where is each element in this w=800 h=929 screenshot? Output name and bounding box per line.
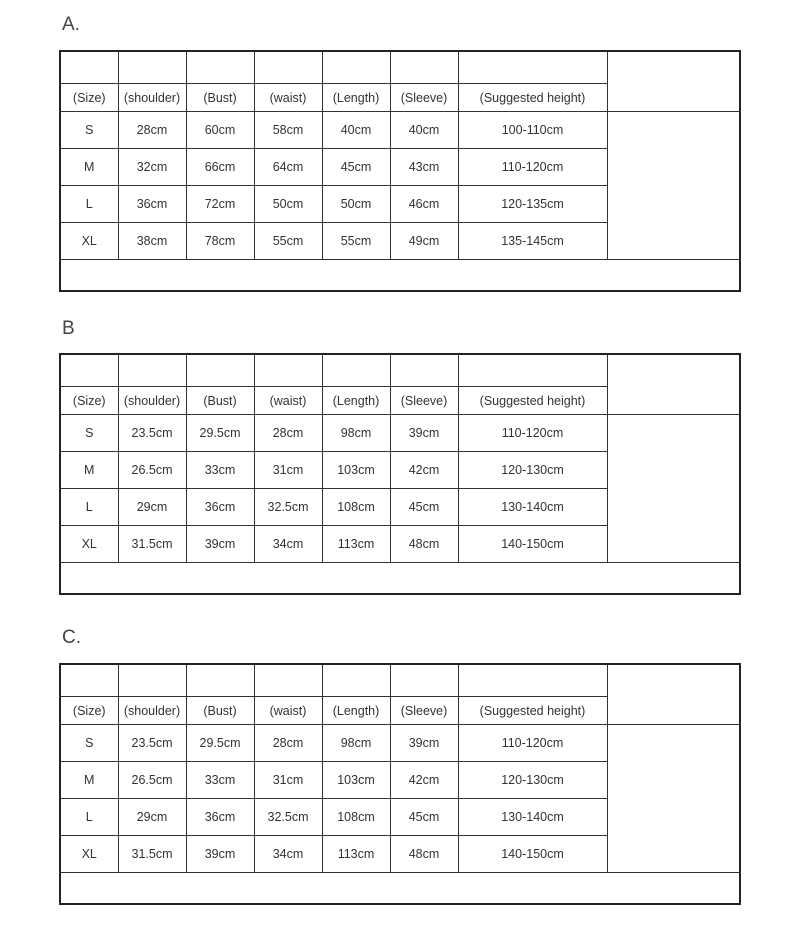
header-bust: (Bust) <box>186 84 254 112</box>
cell-bust: 72cm <box>186 186 254 223</box>
cell-suggested-height: 120-130cm <box>458 452 607 489</box>
cell-size: L <box>61 799 118 836</box>
cell-length: 103cm <box>322 452 390 489</box>
cell-shoulder: 28cm <box>118 112 186 149</box>
cell-sleeve: 42cm <box>390 452 458 489</box>
header-shoulder: (shoulder) <box>118 84 186 112</box>
cell-shoulder: 38cm <box>118 223 186 260</box>
side-header-cell <box>607 52 739 112</box>
side-header-cell <box>607 355 739 415</box>
table-row <box>61 725 739 762</box>
header-shoulder: (shoulder) <box>118 697 186 725</box>
cell-sleeve: 46cm <box>390 186 458 223</box>
cell-suggested-height: 110-120cm <box>458 415 607 452</box>
header-suggested-height: (Suggested height) <box>458 84 607 112</box>
cell-shoulder: 36cm <box>118 186 186 223</box>
cell-suggested-height: 130-140cm <box>458 489 607 526</box>
cell-sleeve: 40cm <box>390 112 458 149</box>
cell-size: XL <box>61 526 118 563</box>
cell-waist: 32.5cm <box>254 489 322 526</box>
cell-bust: 36cm <box>186 489 254 526</box>
cell-waist: 64cm <box>254 149 322 186</box>
cell-size: S <box>61 112 118 149</box>
cell-shoulder: 29cm <box>118 799 186 836</box>
header-length: (Length) <box>322 84 390 112</box>
cell-shoulder: 23.5cm <box>118 725 186 762</box>
cell-suggested-height: 130-140cm <box>458 799 607 836</box>
cell-waist: 32.5cm <box>254 799 322 836</box>
header-length: (Length) <box>322 697 390 725</box>
cell-shoulder: 31.5cm <box>118 526 186 563</box>
side-body-cell <box>607 725 739 873</box>
header-bust: (Bust) <box>186 697 254 725</box>
header-length: (Length) <box>322 387 390 415</box>
cell-suggested-height: 100-110cm <box>458 112 607 149</box>
cell-sleeve: 42cm <box>390 762 458 799</box>
cell-length: 103cm <box>322 762 390 799</box>
cell-size: XL <box>61 223 118 260</box>
cell-shoulder: 26.5cm <box>118 762 186 799</box>
cell-bust: 66cm <box>186 149 254 186</box>
table-blank-row <box>61 52 739 84</box>
cell-suggested-height: 120-135cm <box>458 186 607 223</box>
cell-bust: 29.5cm <box>186 725 254 762</box>
side-body-cell <box>607 112 739 260</box>
cell-sleeve: 45cm <box>390 799 458 836</box>
header-waist: (waist) <box>254 697 322 725</box>
cell-waist: 50cm <box>254 186 322 223</box>
cell-sleeve: 43cm <box>390 149 458 186</box>
header-shoulder: (shoulder) <box>118 387 186 415</box>
footer-cell <box>61 563 739 594</box>
cell-waist: 28cm <box>254 725 322 762</box>
cell-sleeve: 48cm <box>390 836 458 873</box>
cell-size: M <box>61 149 118 186</box>
table-footer-row <box>61 873 739 904</box>
table-row <box>61 112 739 149</box>
cell-suggested-height: 135-145cm <box>458 223 607 260</box>
section-label-c: C. <box>62 627 81 648</box>
cell-waist: 31cm <box>254 452 322 489</box>
cell-waist: 58cm <box>254 112 322 149</box>
size-table-c <box>59 663 741 905</box>
table-footer-row <box>61 563 739 594</box>
cell-sleeve: 45cm <box>390 489 458 526</box>
cell-length: 108cm <box>322 489 390 526</box>
cell-shoulder: 26.5cm <box>118 452 186 489</box>
side-header-cell <box>607 665 739 725</box>
cell-suggested-height: 120-130cm <box>458 762 607 799</box>
section-label-b: B <box>62 318 75 339</box>
cell-length: 55cm <box>322 223 390 260</box>
cell-length: 108cm <box>322 799 390 836</box>
cell-length: 98cm <box>322 725 390 762</box>
cell-sleeve: 49cm <box>390 223 458 260</box>
cell-waist: 31cm <box>254 762 322 799</box>
cell-sleeve: 39cm <box>390 415 458 452</box>
cell-suggested-height: 110-120cm <box>458 725 607 762</box>
cell-bust: 39cm <box>186 526 254 563</box>
cell-length: 113cm <box>322 526 390 563</box>
header-size: (Size) <box>61 84 118 112</box>
cell-bust: 36cm <box>186 799 254 836</box>
cell-size: M <box>61 762 118 799</box>
header-waist: (waist) <box>254 84 322 112</box>
cell-size: M <box>61 452 118 489</box>
cell-waist: 34cm <box>254 526 322 563</box>
header-sleeve: (Sleeve) <box>390 84 458 112</box>
section-label-a: A. <box>62 14 80 35</box>
cell-length: 45cm <box>322 149 390 186</box>
footer-cell <box>61 260 739 291</box>
cell-length: 113cm <box>322 836 390 873</box>
cell-bust: 78cm <box>186 223 254 260</box>
size-table-b <box>59 353 741 595</box>
size-table-a <box>59 50 741 292</box>
cell-bust: 39cm <box>186 836 254 873</box>
table-blank-row <box>61 665 739 697</box>
cell-bust: 60cm <box>186 112 254 149</box>
cell-bust: 33cm <box>186 452 254 489</box>
cell-length: 98cm <box>322 415 390 452</box>
cell-size: L <box>61 186 118 223</box>
table-row <box>61 415 739 452</box>
table-footer-row <box>61 260 739 291</box>
cell-waist: 34cm <box>254 836 322 873</box>
cell-shoulder: 32cm <box>118 149 186 186</box>
header-waist: (waist) <box>254 387 322 415</box>
cell-shoulder: 29cm <box>118 489 186 526</box>
header-size: (Size) <box>61 387 118 415</box>
cell-sleeve: 48cm <box>390 526 458 563</box>
cell-bust: 33cm <box>186 762 254 799</box>
cell-shoulder: 31.5cm <box>118 836 186 873</box>
table-blank-row <box>61 355 739 387</box>
cell-shoulder: 23.5cm <box>118 415 186 452</box>
cell-waist: 55cm <box>254 223 322 260</box>
header-sleeve: (Sleeve) <box>390 387 458 415</box>
header-size: (Size) <box>61 697 118 725</box>
header-suggested-height: (Suggested height) <box>458 387 607 415</box>
header-bust: (Bust) <box>186 387 254 415</box>
cell-size: S <box>61 725 118 762</box>
cell-size: XL <box>61 836 118 873</box>
cell-size: L <box>61 489 118 526</box>
cell-bust: 29.5cm <box>186 415 254 452</box>
side-body-cell <box>607 415 739 563</box>
header-sleeve: (Sleeve) <box>390 697 458 725</box>
footer-cell <box>61 873 739 904</box>
cell-suggested-height: 140-150cm <box>458 526 607 563</box>
header-suggested-height: (Suggested height) <box>458 697 607 725</box>
cell-size: S <box>61 415 118 452</box>
cell-suggested-height: 140-150cm <box>458 836 607 873</box>
cell-waist: 28cm <box>254 415 322 452</box>
cell-length: 40cm <box>322 112 390 149</box>
cell-suggested-height: 110-120cm <box>458 149 607 186</box>
cell-length: 50cm <box>322 186 390 223</box>
cell-sleeve: 39cm <box>390 725 458 762</box>
